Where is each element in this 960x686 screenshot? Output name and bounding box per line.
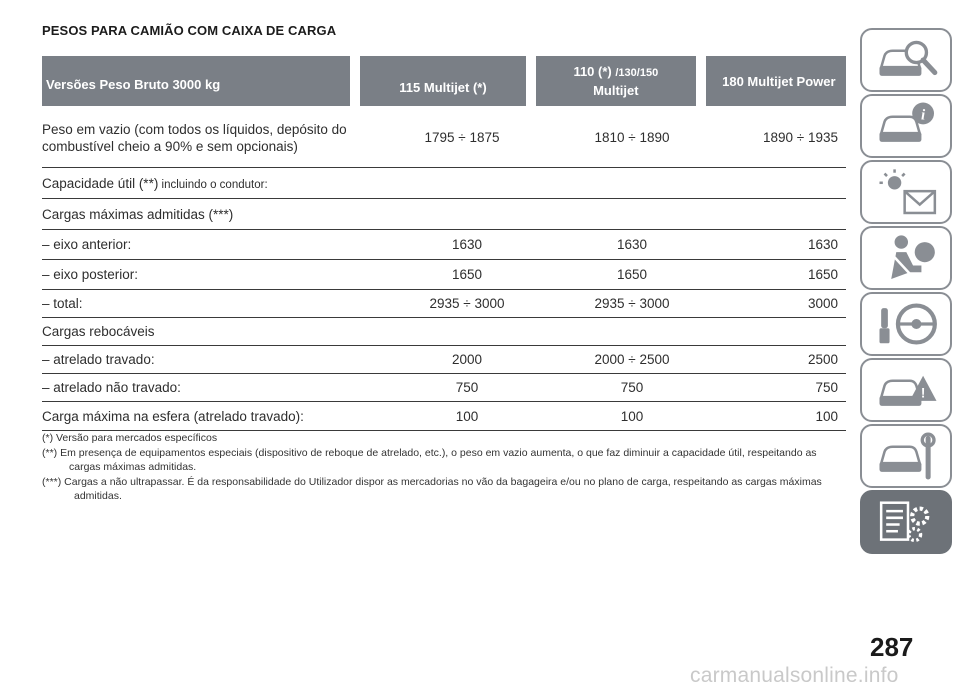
row-label: – eixo anterior:: [42, 237, 132, 252]
tab-technical-specifications[interactable]: [860, 490, 952, 554]
row-value: 100: [815, 408, 838, 424]
row-value: 1630: [616, 237, 648, 252]
table-row: [42, 374, 846, 402]
table-row: [42, 108, 846, 168]
table-row: [42, 199, 846, 230]
footnote: (***) Cargas a não ultrapassar. É da responsabilidade do Utilizador dispor as mercadorias no vão da bagageira e/ou no plano de carga, respeitando as cargas máximas admitidas.: [42, 476, 822, 502]
row-label: Cargas máximas admitidas (***): [42, 206, 234, 222]
svg-text:i: i: [920, 107, 926, 124]
watermark: carmanualsonline.info: [690, 664, 899, 686]
tab-safety-info[interactable]: [860, 94, 952, 158]
car-info-icon: [870, 100, 946, 152]
header-versions: Versões Peso Bruto 3000 kg: [42, 56, 350, 106]
row-value: 2000: [451, 352, 483, 367]
page-title: PESOS PARA CAMIÃO COM CAIXA DE CARGA: [42, 23, 337, 38]
header-110-label: 110 (*): [573, 64, 612, 79]
header-115-multijet: 115 Multijet (*): [360, 56, 526, 106]
table-row: [42, 290, 846, 318]
footnote: (*) Versão para mercados específicos: [42, 432, 218, 444]
tab-dashboard[interactable]: [860, 28, 952, 92]
row-value: 1630: [451, 237, 483, 252]
table-row: [42, 168, 846, 199]
table-row: [42, 402, 846, 431]
table-row: [42, 230, 846, 260]
row-value: 2935 ÷ 3000: [429, 296, 505, 311]
table-row: [42, 346, 846, 374]
tab-warning-lights[interactable]: [860, 160, 952, 224]
row-value: 1650: [451, 267, 483, 282]
header-multijet-label: Multijet: [593, 83, 639, 98]
row-label-note: incluindo o condutor:: [158, 178, 268, 191]
row-label: – atrelado não travado:: [42, 380, 181, 395]
car-breakdown-icon: [870, 364, 946, 416]
tab-starting-driving[interactable]: [860, 292, 952, 356]
row-label: Capacidade útil (**) incluindo o condutor:: [42, 175, 268, 191]
row-value: 100: [620, 408, 644, 424]
row-label: – total:: [42, 296, 83, 311]
row-value: 3000: [807, 296, 838, 311]
airbag-seat-icon: [870, 232, 946, 284]
svg-text:!: !: [920, 385, 926, 401]
row-value: 750: [815, 380, 838, 395]
table-row: [42, 318, 846, 346]
row-label: Carga máxima na esfera (atrelado travado):: [42, 408, 304, 424]
weights-table: [42, 108, 846, 431]
row-value: 750: [620, 380, 644, 395]
row-value: 1890 ÷ 1935: [763, 130, 838, 145]
car-search-icon: [870, 34, 946, 86]
table-row: [42, 260, 846, 290]
warning-light-envelope-icon: [870, 166, 946, 218]
row-value: 2500: [807, 352, 838, 367]
row-value: 1650: [807, 267, 838, 282]
row-value: 2000 ÷ 2500: [594, 352, 670, 367]
row-label: – eixo posterior:: [42, 267, 139, 282]
specs-gear-icon: [870, 496, 946, 548]
steering-wheel-icon: [870, 298, 946, 350]
row-label: Cargas rebocáveis: [42, 324, 155, 339]
tab-maintenance[interactable]: [860, 424, 952, 488]
car-wrench-icon: [870, 430, 946, 482]
row-value: 2935 ÷ 3000: [594, 296, 670, 311]
row-value: 100: [455, 408, 479, 424]
table-header: [42, 56, 846, 106]
tab-safety[interactable]: [860, 226, 952, 290]
row-label: – atrelado travado:: [42, 352, 155, 367]
header-180-multijet-power: 180 Multijet Power: [706, 56, 846, 106]
row-value: 1630: [807, 237, 838, 252]
row-value: 1795 ÷ 1875: [424, 130, 500, 145]
row-label: Peso em vazio (com todos os líquidos, depósito do combustível cheio a 90% e sem opcionais): [42, 121, 347, 154]
row-value: 1650: [616, 267, 648, 282]
row-value: 750: [455, 380, 479, 395]
footnotes: [42, 431, 848, 504]
footnote: (**) Em presença de equipamentos especiais (dispositivo de reboque de atrelado, etc.), o peso em vazio aumenta, o que faz diminuir a capacidade útil, respeitando as cargas máximas admitidas.: [42, 447, 817, 473]
page-number: 287: [870, 632, 914, 662]
tab-emergency[interactable]: [860, 358, 952, 422]
header-130-150-label: /130/150: [615, 67, 659, 79]
header-110-130-150-multijet: [536, 56, 696, 106]
row-value: 1810 ÷ 1890: [594, 130, 670, 145]
